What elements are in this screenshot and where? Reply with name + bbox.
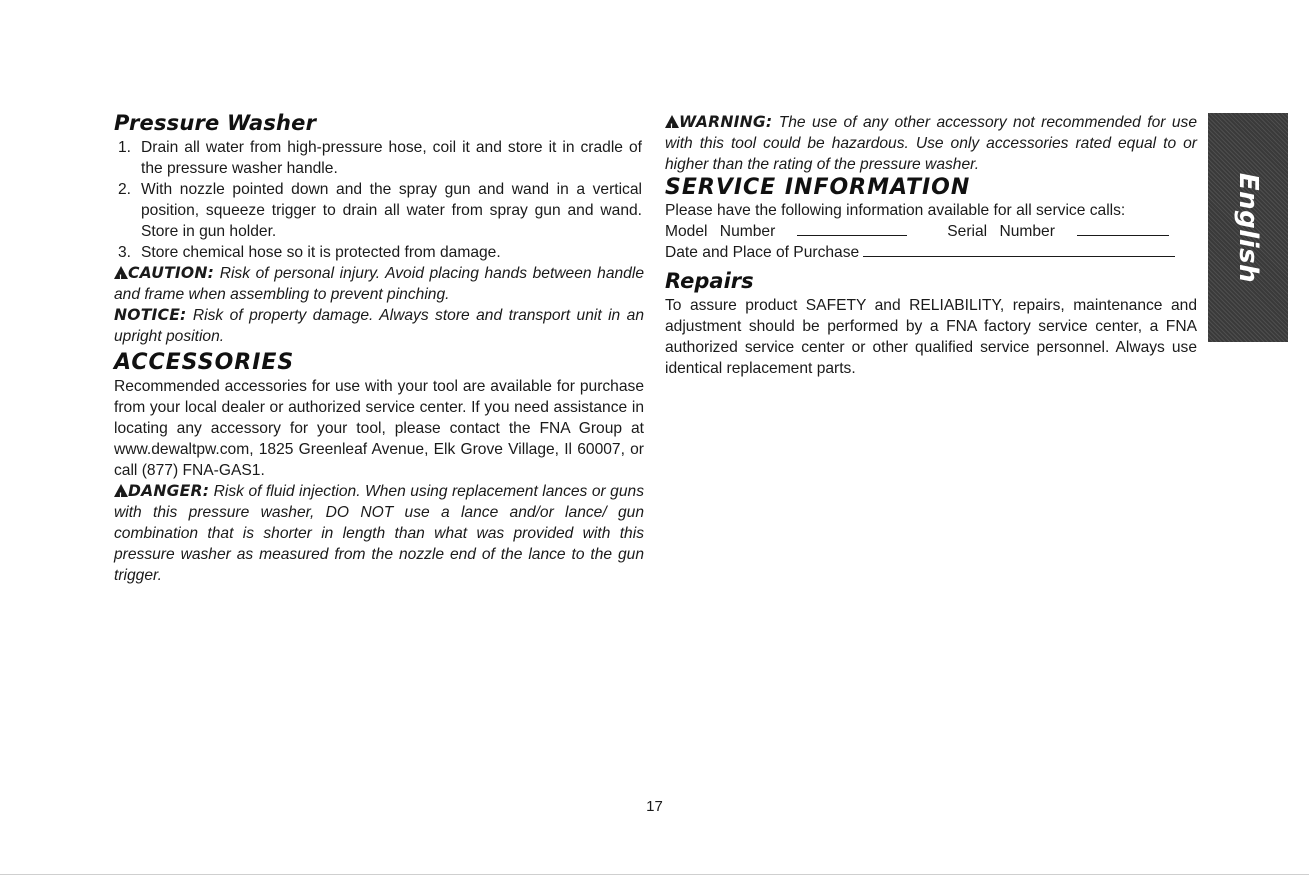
step-2 xyxy=(114,179,644,242)
step-number: 1. xyxy=(118,139,132,157)
model-number-label: Model Number xyxy=(665,223,776,241)
step-3 xyxy=(114,242,644,263)
repairs-heading: Repairs xyxy=(665,269,754,294)
bottom-divider xyxy=(0,874,1309,875)
notice-label: NOTICE: xyxy=(114,306,187,325)
step-text: Store chemical hose so it is protected from damage. xyxy=(141,244,501,262)
language-tab xyxy=(1208,113,1288,342)
repairs-body: To assure product SAFETY and RELIABILITY, repairs, maintenance and adjustment should be performed by a FNA factory service center, a FNA authorized service center or other qualified service personnel. Always use identical replacement parts. xyxy=(665,297,1197,378)
serial-number-label: Serial Number xyxy=(947,223,1055,241)
step-text: With nozzle pointed down and the spray gun and wand in a vertical position, squeeze trigger to drain all water from spray gun and wand. Store in gun holder. xyxy=(141,181,642,241)
left-column xyxy=(114,112,644,586)
service-intro: Please have the following information available for all service calls: xyxy=(665,202,1126,220)
date-place-blank xyxy=(863,244,1175,257)
danger-label: DANGER: xyxy=(128,482,210,501)
warning-label: WARNING: xyxy=(679,113,773,131)
date-place-label: Date and Place of Purchase xyxy=(665,244,860,262)
accessories-heading: ACCESSORIES xyxy=(114,350,295,376)
service-information-heading: SERVICE INFORMATION xyxy=(665,175,971,200)
step-number: 3. xyxy=(118,244,132,262)
warning-note xyxy=(665,112,1197,175)
caution-text: Risk of personal injury. Avoid placing hands between handle and frame when assembling to prevent pinching. xyxy=(114,265,644,304)
warning-triangle-icon xyxy=(114,484,128,497)
serial-number-blank xyxy=(1077,223,1169,236)
step-text: Drain all water from high-pressure hose, coil it and store it in cradle of the pressure washer handle. xyxy=(141,139,642,178)
model-number-blank xyxy=(797,223,907,236)
step-number: 2. xyxy=(118,181,132,199)
storage-steps xyxy=(114,137,644,263)
notice-text: Risk of property damage. Always store and transport unit in an upright position. xyxy=(114,307,644,346)
notice-note xyxy=(114,305,644,347)
warning-triangle-icon xyxy=(114,266,128,279)
warning-text: The use of any other accessory not recommended for use with this tool could be hazardous. Use only accessories rated equal to or higher than the rating of the pressure washer. xyxy=(665,114,1197,173)
pressure-washer-heading: Pressure Washer xyxy=(114,111,317,135)
language-tab-label: English xyxy=(1233,172,1263,283)
caution-note xyxy=(114,263,644,305)
page-number: 17 xyxy=(646,798,663,815)
danger-note xyxy=(114,481,644,586)
model-serial-row xyxy=(665,221,1197,242)
step-1 xyxy=(114,137,644,179)
accessories-body: Recommended accessories for use with your tool are available for purchase from your local dealer or authorized service center. If you need assistance in locating any accessory for your tool, please contact the FNA Group at www.dewaltpw.com, 1825 Greenleaf Avenue, Elk Grove Village, Il 60007, or call (877) FNA-GAS1. xyxy=(114,378,644,480)
purchase-row xyxy=(665,242,1197,263)
right-column xyxy=(665,112,1197,379)
caution-label: CAUTION: xyxy=(128,264,215,283)
warning-triangle-icon xyxy=(665,115,679,128)
danger-text: Risk of fluid injection. When using replacement lances or guns with this pressure washer, DO NOT use a lance and/or lance/ gun combination that is shorter in length than what was provided with this pressure washer as measured from the nozzle end of the lance to the gun trigger. xyxy=(114,483,644,585)
